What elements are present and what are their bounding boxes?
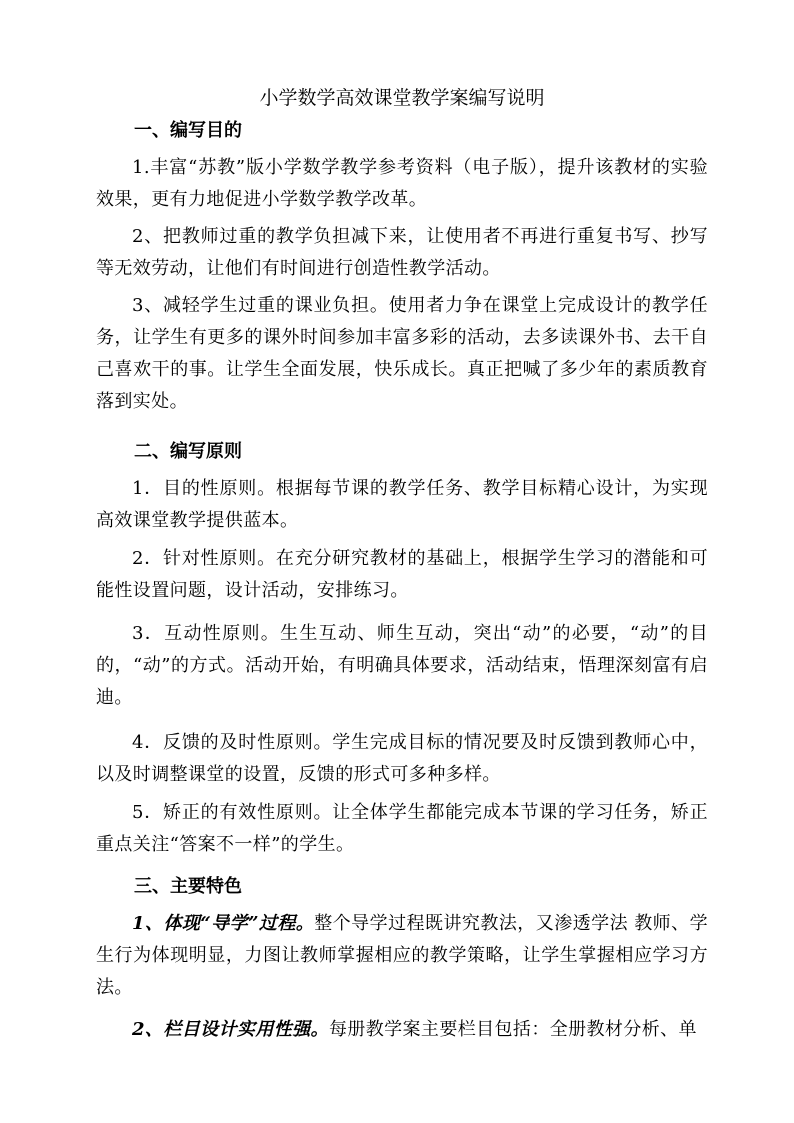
paragraph-lead: 1、体现“导学”过程。 (132, 913, 315, 934)
document-title: 小学数学高效课堂教学案编写说明 (259, 87, 545, 109)
section-heading-features: 三、主要特色 (134, 876, 242, 897)
section-heading-principles: 二、编写原则 (134, 441, 242, 462)
paragraph: 4．反馈的及时性原则。学生完成目标的情况要及时反馈到教师心中，以及时调整课堂的设置，反馈的形式可多种多样。 (96, 732, 708, 785)
paragraph: 2、把教师过重的教学负担减下来，让使用者不再进行重复书写、抄写等无效劳动，让他们有时间进行创造性教学活动。 (96, 226, 708, 279)
paragraph: 1．目的性原则。根据每节课的教学任务、教学目标精心设计，为实现高效课堂教学提供蓝本。 (96, 478, 708, 531)
section-heading-purpose: 一、编写目的 (134, 120, 242, 141)
paragraph: 1、体现“导学”过程。整个导学过程既讲究教法，又渗透学法 教师、学生行为体现明显，力图让教师掌握相应的教学策略，让学生掌握相应学习方法。 (96, 913, 708, 998)
paragraph: 3、减轻学生过重的课业负担。使用者力争在课堂上完成设计的教学任务，让学生有更多的课外时间参加丰富多彩的活动，去多读课外书、去干自己喜欢干的事。让学生全面发展，快乐成长。真正把喊了多少年的素质教育落到实处。 (96, 295, 708, 412)
paragraph: 2．针对性原则。在充分研究教材的基础上，根据学生学习的潜能和可能性设置问题，设计活动，安排练习。 (96, 548, 708, 601)
paragraph: 1.丰富“苏教”版小学数学教学参考资料（电子版），提升该教材的实验效果，更有力地促进小学数学教学改革。 (96, 157, 708, 210)
paragraph-lead: 2、栏目设计实用性强。 (132, 1019, 329, 1040)
paragraph: 5．矫正的有效性原则。让全体学生都能完成本节课的学习任务，矫正重点关注“答案不一样”的学生。 (96, 802, 708, 855)
paragraph: 3．互动性原则。生生互动、师生互动，突出“动”的必要，“动”的目的，“动”的方式。活动开始，有明确具体要求，活动结束，悟理深刻富有启迪。 (96, 623, 708, 708)
paragraph: 2、栏目设计实用性强。每册教学案主要栏目包括：全册教材分析、单 (132, 1019, 697, 1040)
